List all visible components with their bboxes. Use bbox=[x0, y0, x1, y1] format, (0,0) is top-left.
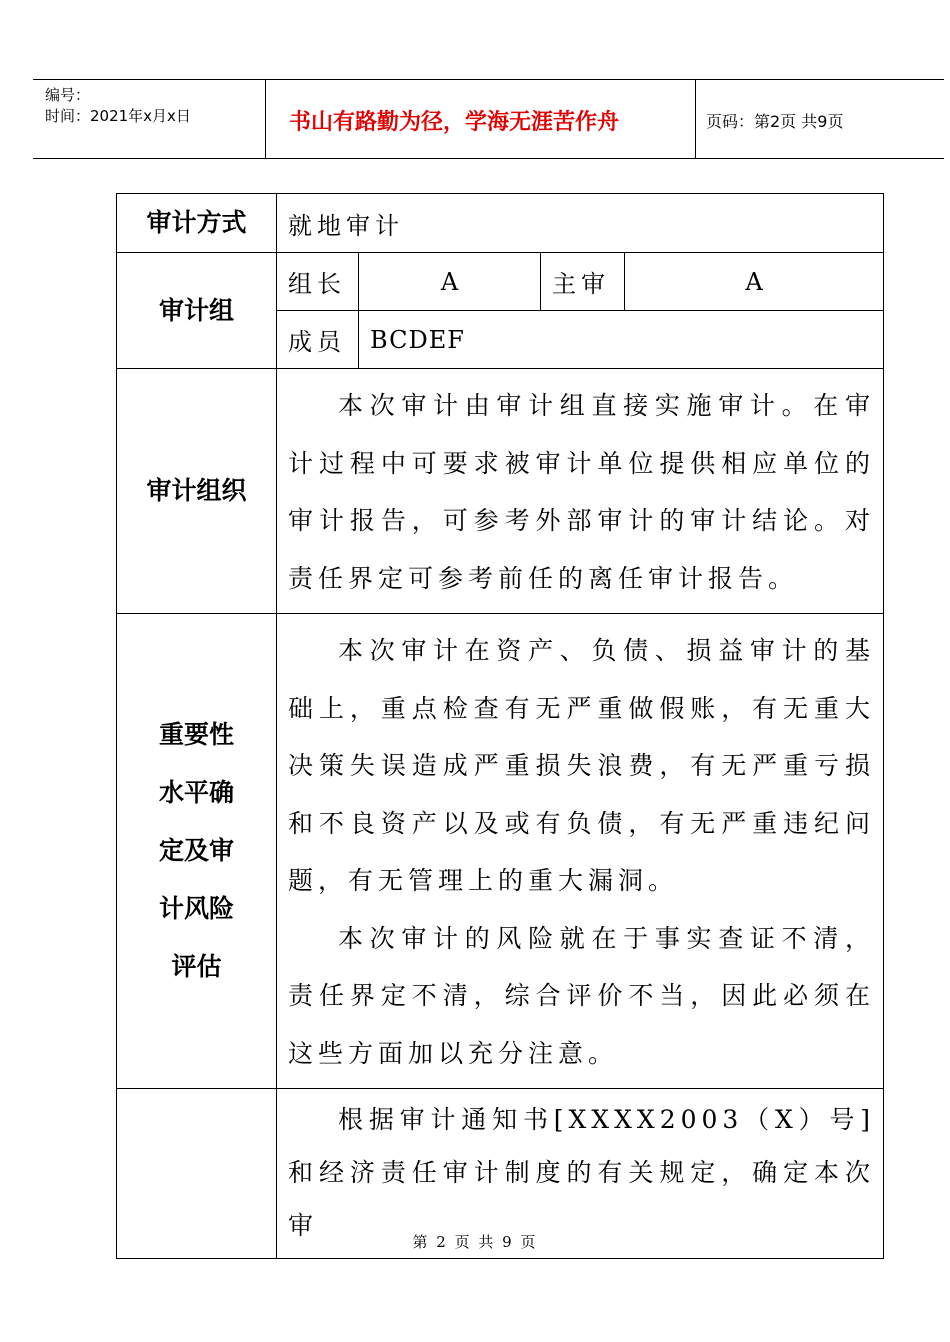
materiality-label-line: 重要性 bbox=[158, 720, 234, 749]
materiality-label-line: 水平确 bbox=[158, 778, 234, 807]
doc-number-label: 编号： bbox=[45, 86, 91, 104]
header-motto-cell bbox=[266, 80, 696, 158]
team-leader-label: 组长 bbox=[277, 253, 359, 311]
materiality-label-line: 定及审 bbox=[158, 836, 234, 865]
team-leader-value: A bbox=[359, 253, 541, 311]
row-audit-method bbox=[117, 194, 884, 253]
materiality-paragraph-2: 本次审计的风险就在于事实查证不清，责任界定不清，综合评价不当，因此必须在这些方面加以充分注意。 bbox=[288, 923, 875, 1068]
audit-organization-cell bbox=[277, 369, 884, 614]
audit-basis-text: 根据审计通知书[XXXX2003（X）号]和经济责任审计制度的有关规定，确定本次审 bbox=[288, 1105, 875, 1240]
page-header bbox=[33, 79, 944, 159]
audit-team-label: 审计组 bbox=[117, 253, 277, 369]
header-page-cell bbox=[696, 80, 944, 158]
materiality-label bbox=[117, 614, 277, 1089]
doc-date-label: 时间：2021年x月x日 bbox=[45, 107, 191, 125]
members-label: 成员 bbox=[277, 311, 359, 369]
audit-method-value: 就地审计 bbox=[277, 194, 884, 253]
chief-auditor-value: A bbox=[625, 253, 884, 311]
row-audit-team bbox=[117, 253, 884, 311]
header-meta-cell bbox=[33, 80, 266, 158]
materiality-paragraph-1: 本次审计在资产、负债、损益审计的基础上，重点检查有无严重做假账，有无重大决策失误造成严重损失浪费，有无严重亏损和不良资产以及或有负债，有无严重违纪问题，有无管理上的重大漏洞。 bbox=[288, 636, 875, 895]
header-page-number: 页码：第2页 共9页 bbox=[706, 112, 844, 131]
row-materiality-risk bbox=[117, 614, 884, 1089]
audit-plan-table bbox=[116, 193, 884, 1259]
audit-organization-label: 审计组织 bbox=[117, 369, 277, 614]
chief-auditor-label: 主审 bbox=[541, 253, 625, 311]
audit-organization-text: 本次审计由审计组直接实施审计。在审计过程中可要求被审计单位提供相应单位的审计报告，可参考外部审计的审计结论。对责任界定可参考前任的离任审计报告。 bbox=[288, 391, 875, 593]
page-footer: 第 2 页 共 9 页 bbox=[412, 1233, 538, 1251]
materiality-cell bbox=[277, 614, 884, 1089]
row-audit-organization bbox=[117, 369, 884, 614]
materiality-label-line: 计风险 bbox=[158, 894, 234, 923]
header-motto: 书山有路勤为径，学海无涯苦作舟 bbox=[289, 110, 620, 135]
members-value: BCDEF bbox=[359, 311, 884, 369]
audit-method-label: 审计方式 bbox=[117, 194, 277, 253]
materiality-label-line: 评估 bbox=[171, 952, 222, 981]
